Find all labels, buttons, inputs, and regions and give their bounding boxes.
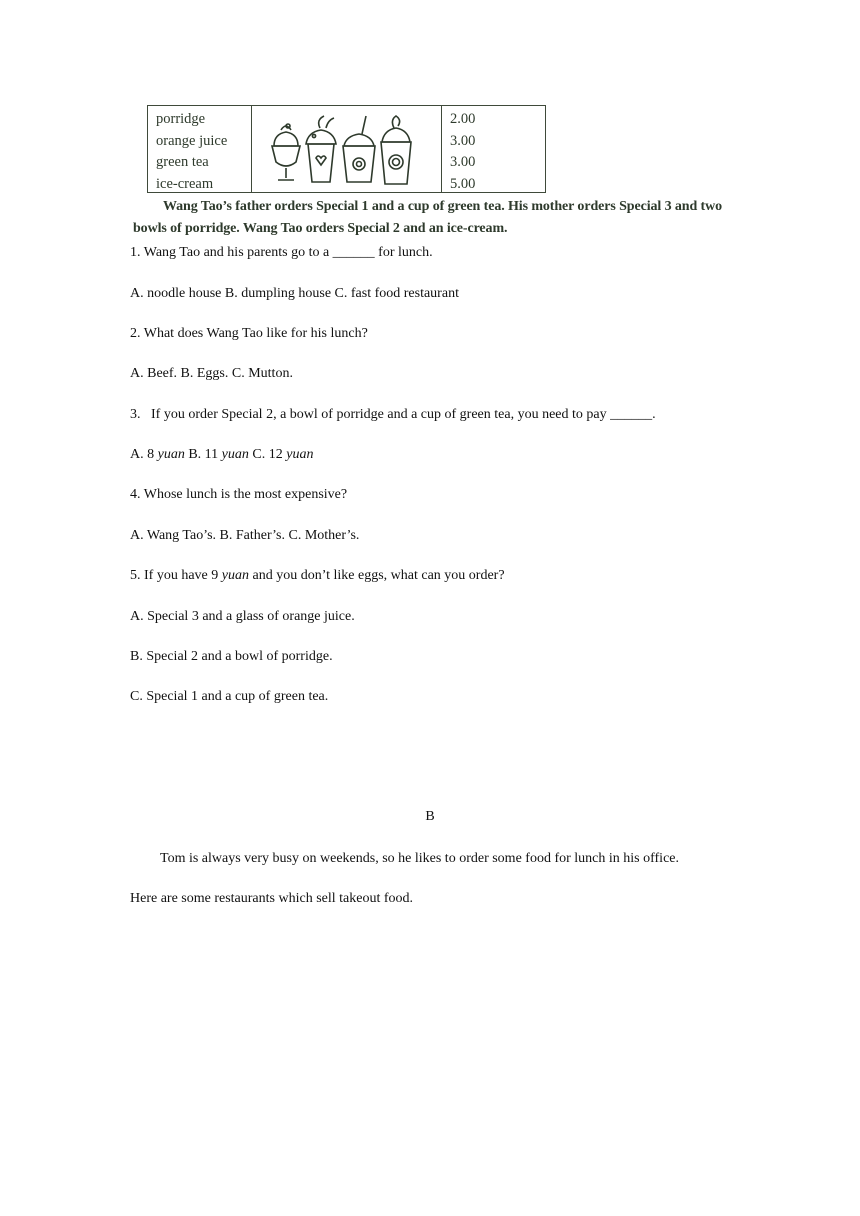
question-4-options: A. Wang Tao’s. B. Father’s. C. Mother’s. <box>130 528 360 543</box>
option-c-label: C. 12 <box>248 447 287 462</box>
menu-item: porridge <box>156 111 206 127</box>
question-2: 2. What does Wang Tao like for his lunch? <box>130 326 368 341</box>
option-a-label: A. 8 <box>130 447 158 462</box>
question-2-options: A. Beef. B. Eggs. C. Mutton. <box>130 366 293 381</box>
menu-price: 5.00 <box>450 175 476 192</box>
section-b-paragraph-line-2: Here are some restaurants which sell takeout food. <box>130 891 414 906</box>
drinks-cups-icon <box>266 112 426 190</box>
question-5 <box>130 567 505 585</box>
question-5-start: 5. If you have 9 <box>130 568 222 583</box>
question-4: 4. Whose lunch is the most expensive? <box>130 487 348 502</box>
question-5-end: and you don’t like eggs, what can you order? <box>248 568 505 583</box>
option-b-label: B. 11 <box>184 447 222 462</box>
section-heading: B <box>425 809 435 824</box>
menu-price: 3.00 <box>450 132 476 149</box>
question-3: 3. If you order Special 2, a bowl of porridge and a cup of green tea, you need to pay ______. <box>130 407 656 422</box>
section-b-paragraph-line-1: Tom is always very busy on weekends, so he likes to order some food for lunch in his office. <box>160 851 679 866</box>
question-3-options <box>130 446 313 464</box>
menu-item: green tea <box>156 154 209 170</box>
question-5-option-b: B. Special 2 and a bowl of porridge. <box>130 649 333 664</box>
question-5-option-c: C. Special 1 and a cup of green tea. <box>130 689 329 704</box>
menu-price: 2.00 <box>450 111 476 127</box>
unit-yuan: yuan <box>157 447 185 462</box>
menu-image-column <box>252 106 442 192</box>
menu-table <box>147 105 546 193</box>
menu-caption: Wang Tao’s father orders Special 1 and a cup of green tea. His mother orders Special 3 and two bowls of porridge. Wang Tao orders Special 2 and an ice-cream. <box>133 199 723 236</box>
menu-items-column <box>148 106 252 192</box>
menu-item: orange juice <box>156 132 228 149</box>
menu-price: 3.00 <box>450 154 476 170</box>
menu-item: ice-cream <box>156 175 214 192</box>
unit-yuan: yuan <box>221 447 249 462</box>
question-1-options: A. noodle house B. dumpling house C. fast food restaurant <box>130 286 459 301</box>
menu-prices-column <box>442 106 545 192</box>
unit-yuan: yuan <box>221 568 249 583</box>
question-5-option-a: A. Special 3 and a glass of orange juice. <box>130 609 355 624</box>
question-1: 1. Wang Tao and his parents go to a ______ for lunch. <box>130 245 433 260</box>
unit-yuan: yuan <box>286 447 314 462</box>
